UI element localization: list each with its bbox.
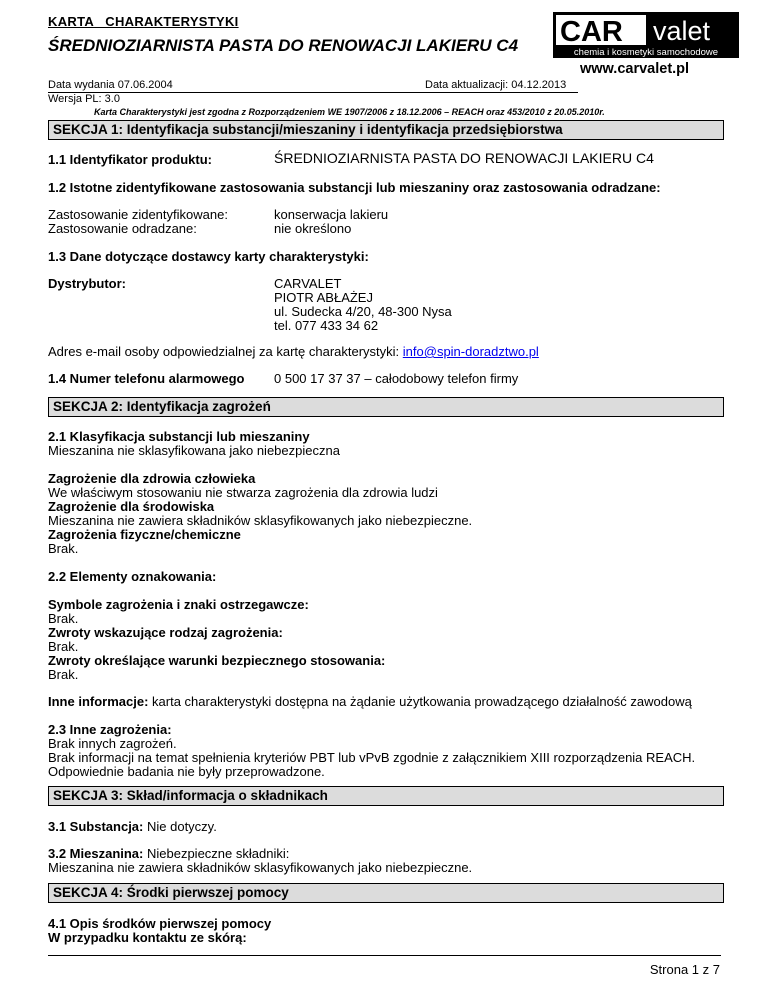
footer-divider [48,955,721,956]
label-elements-heading: 2.2 Elementy oznakowania: [48,569,217,584]
precautionary-text: Brak. [48,667,79,682]
mixture-text: Mieszanina nie zawiera składników sklasyfikowanych jako niebezpieczne. [48,860,473,875]
other-hazards-heading: 2.3 Inne zagrożenia: [48,722,172,737]
distributor-name: CARVALET [274,276,342,291]
classification-text: Mieszanina nie sklasyfikowana jako niebezpieczna [48,443,340,458]
distributor-label: Dystrybutor: [48,276,127,291]
environment-hazard-text: Mieszanina nie zawiera składników sklasyfikowanych jako niebezpieczne. [48,513,473,528]
update-date: Data aktualizacji: 04.12.2013 [425,79,567,91]
physical-hazard-text: Brak. [48,541,79,556]
page-number: Strona 1 z 7 [649,962,720,977]
email-link[interactable]: info@spin-doradztwo.pl [402,344,539,359]
hazard-symbols-text: Brak. [48,611,79,626]
hazard-statements-heading: Zwroty wskazujące rodzaj zagrożenia: [48,625,283,640]
relevant-uses-heading: 1.2 Istotne zidentyfikowane zastosowania substancji lub mieszaniny oraz zastosowania odradzane: [48,180,661,195]
supplier-heading: 1.3 Dane dotyczące dostawcy karty charakterystyki: [48,249,369,264]
other-hazards-line-2: Brak informacji na temat spełnienia kryteriów PBT lub vPvB zgodnie z załącznikiem XIII rozporządzenia REACH. [48,750,696,765]
distributor-address: ul. Sudecka 4/20, 48-300 Nysa [274,304,452,319]
mixture-line [48,846,289,861]
physical-hazard-heading: Zagrożenia fizyczne/chemiczne [48,527,241,542]
distributor-phone: tel. 077 433 34 62 [274,318,379,333]
emergency-phone-value: 0 500 17 37 37 – całodobowy telefon firmy [274,371,519,386]
other-hazards-line-3: Odpowiednie badania nie były przeprowadzone. [48,764,325,779]
other-info-label: Inne informacje: [48,694,149,709]
other-info-line [48,694,692,709]
advised-use-value: nie określono [274,221,352,236]
hazard-symbols-heading: Symbole zagrożenia i znaki ostrzegawcze: [48,597,309,612]
environment-hazard-heading: Zagrożenie dla środowiska [48,499,215,514]
mixture-value: Niebezpieczne składniki: [143,846,290,861]
substance-label: 3.1 Substancja: [48,819,144,834]
health-hazard-heading: Zagrożenie dla zdrowia człowieka [48,471,256,486]
section-1-header: SEKCJA 1: Identyfikacja substancji/mieszaniny i identyfikacja przedsiębiorstwa [48,120,724,140]
hazard-statements-text: Brak. [48,639,79,654]
substance-line [48,819,217,834]
section-2-header: SEKCJA 2: Identyfikacja zagrożeń [48,397,724,417]
emergency-phone-label: 1.4 Numer telefonu alarmowego [48,371,245,386]
section-3-header: SEKCJA 3: Skład/informacja o składnikach [48,786,724,806]
version: Wersja PL: 3.0 [48,93,120,105]
skin-contact-heading: W przypadku kontaktu ze skórą: [48,930,247,945]
section-4-header: SEKCJA 4: Środki pierwszej pomocy [48,883,724,903]
document-type-title: KARTA CHARAKTERYSTYKI [48,14,239,29]
distributor-person: PIOTR ABŁAŻEJ [274,290,373,305]
first-aid-heading: 4.1 Opis środków pierwszej pomocy [48,916,272,931]
issue-date: Data wydania 07.06.2004 [48,79,173,91]
email-line [48,344,539,359]
classification-heading: 2.1 Klasyfikacja substancji lub mieszaniny [48,429,310,444]
other-info-text: karta charakterystyki dostępna na żądanie użytkowania prowadzącego działalność zawodową [148,694,692,709]
identified-use-label: Zastosowanie zidentyfikowane: [48,207,228,222]
other-hazards-line-1: Brak innych zagrożeń. [48,736,177,751]
carvalet-logo [553,12,739,58]
website-link[interactable]: www.carvalet.pl [580,61,690,77]
product-title: ŚREDNIOZIARNISTA PASTA DO RENOWACJI LAKIERU C4 [48,36,519,55]
logo-car-text: CAR [560,16,623,48]
email-label: Adres e-mail osoby odpowiedzialnej za kartę charakterystyki: [48,344,403,359]
mixture-label: 3.2 Mieszanina: [48,846,144,861]
health-hazard-text: We właściwym stosowaniu nie stwarza zagrożenia dla zdrowia ludzi [48,485,438,500]
precautionary-heading: Zwroty określające warunki bezpiecznego stosowania: [48,653,386,668]
advised-use-label: Zastosowanie odradzane: [48,221,197,236]
substance-value: Nie dotyczy. [143,819,217,834]
logo-tagline: chemia i kosmetyki samochodowe [573,47,719,58]
identified-use-value: konserwacja lakieru [274,207,389,222]
regulation-note: Karta Charakterystyki jest zgodna z Rozporządzeniem WE 1907/2006 z 18.12.2006 – REACH oraz 453/2010 z 20.05.2010r. [94,107,605,117]
product-identifier-value: ŚREDNIOZIARNISTA PASTA DO RENOWACJI LAKIERU C4 [274,150,654,166]
logo-valet-text: valet [653,16,711,46]
product-identifier-label: 1.1 Identyfikator produktu: [48,152,212,167]
